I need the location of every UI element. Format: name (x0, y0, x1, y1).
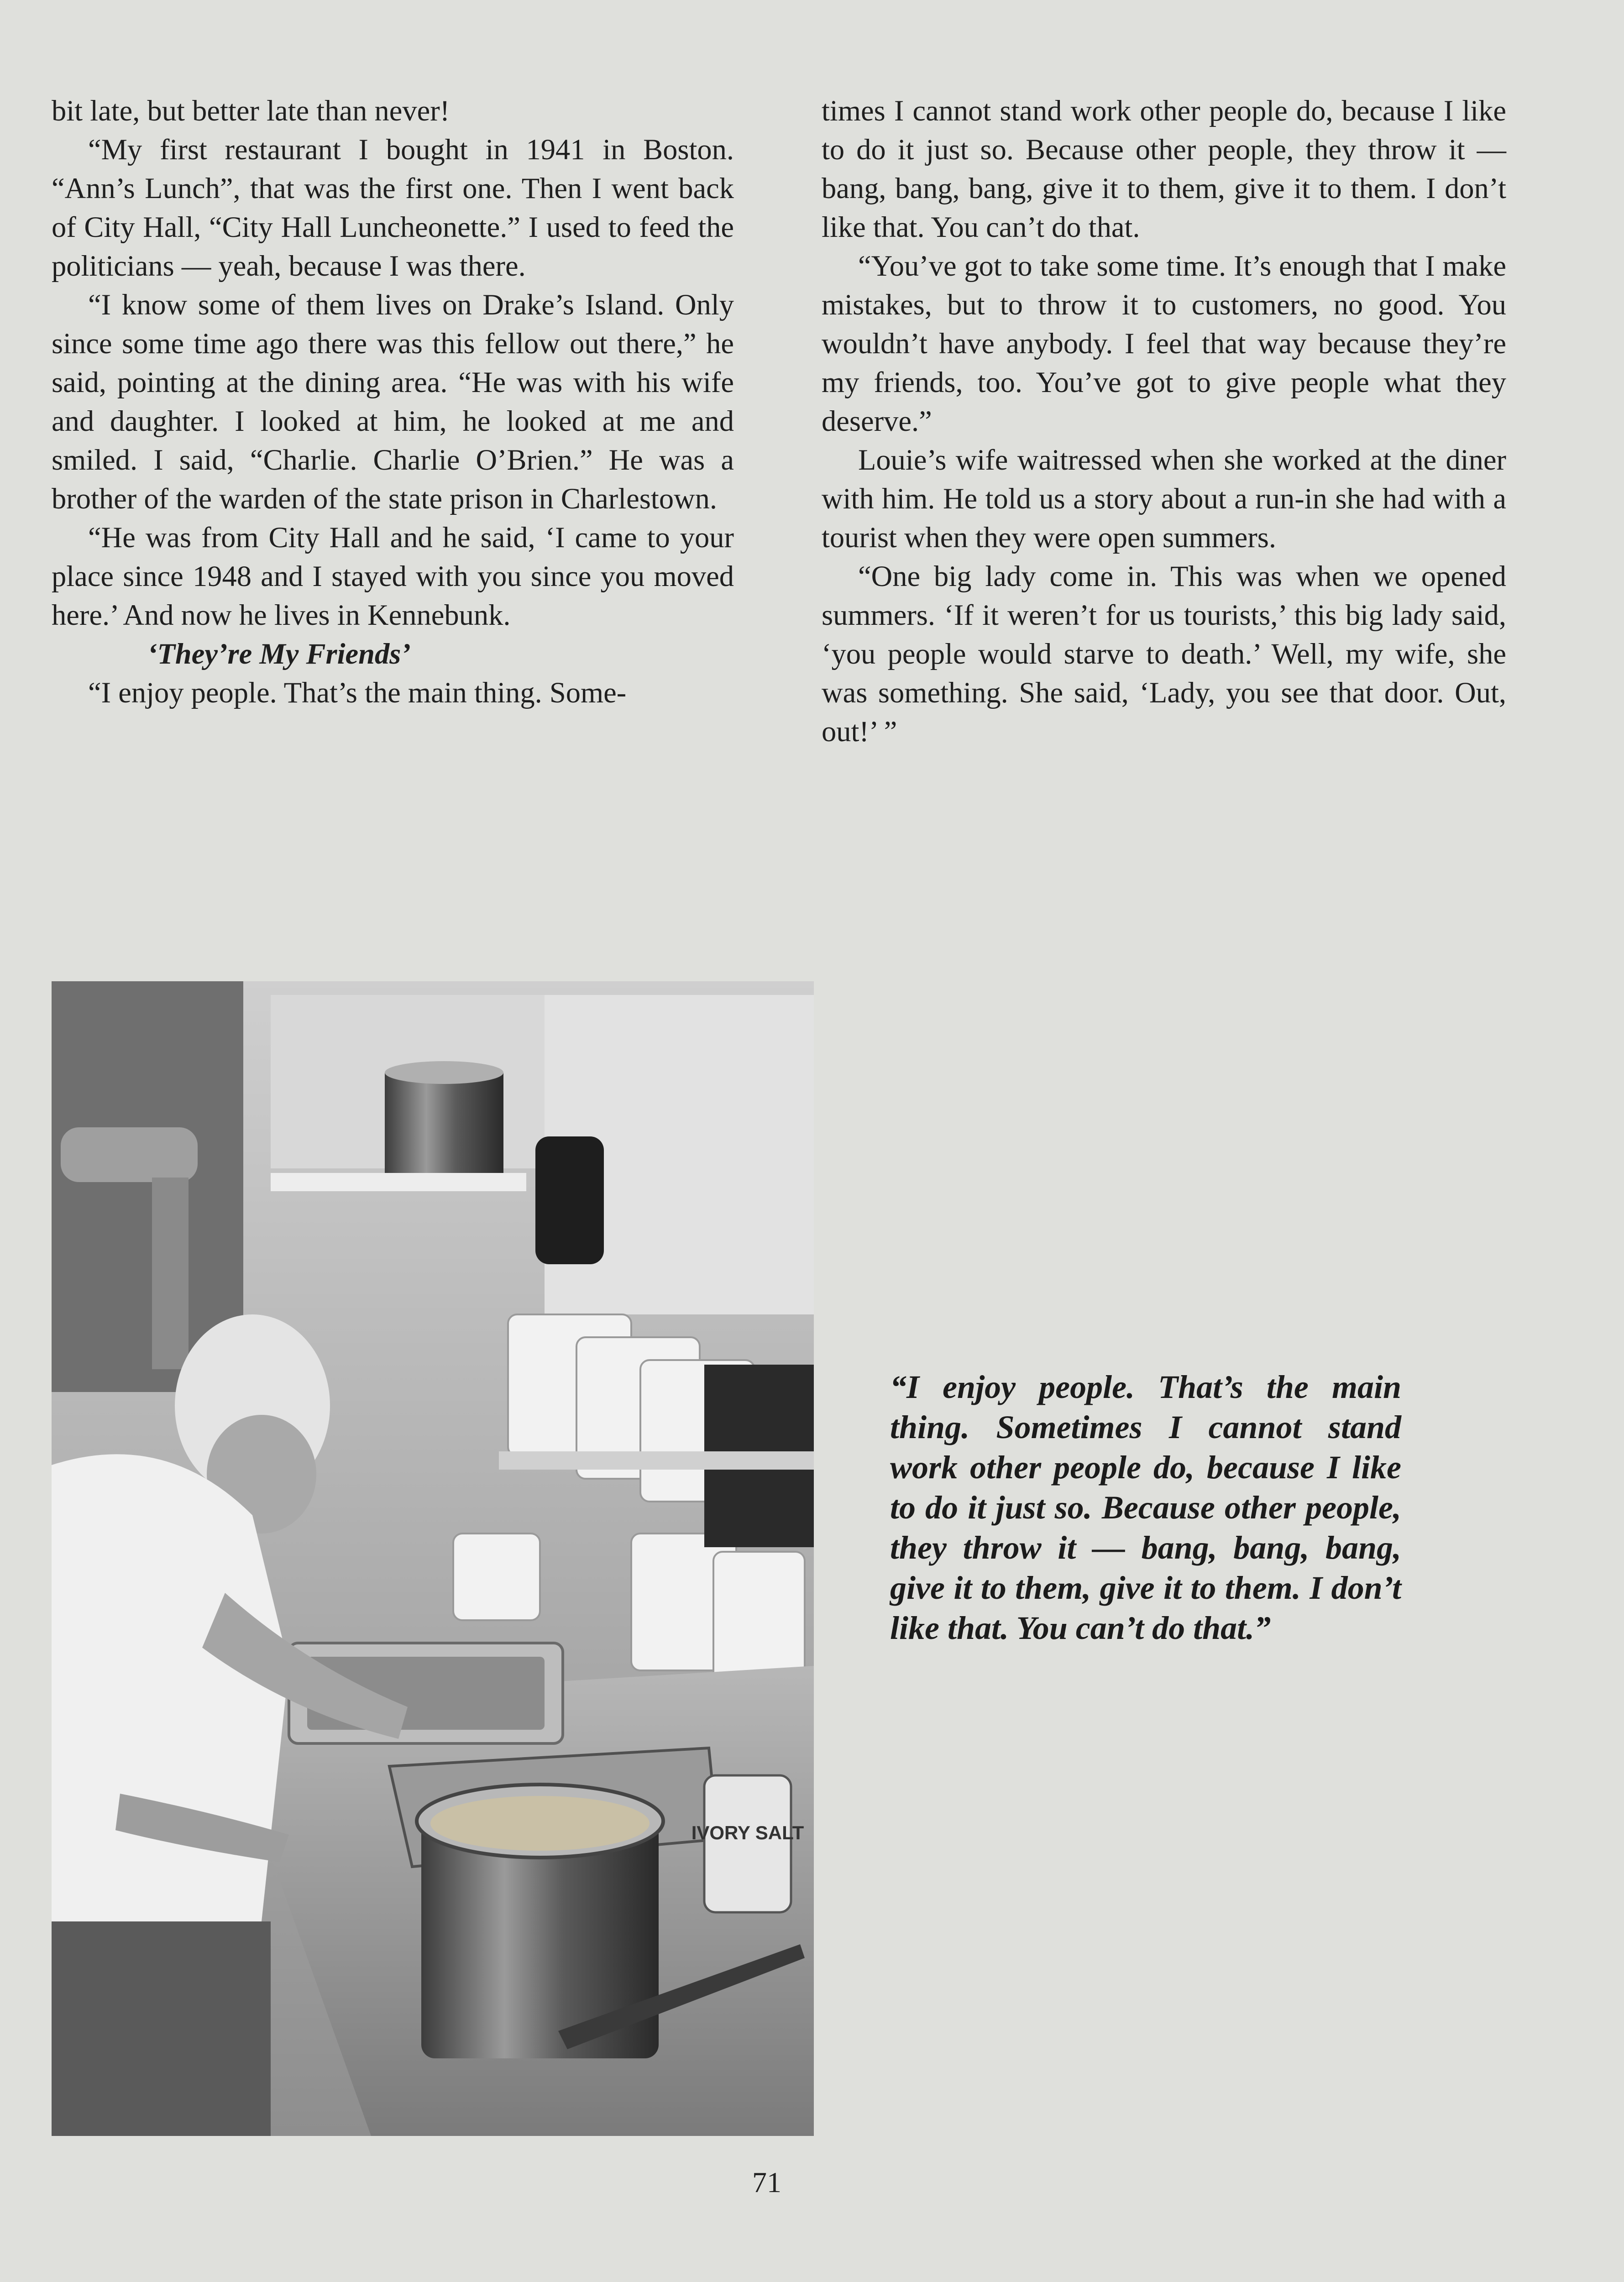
paragraph: “One big lady come in. This was when we opened summers. ‘If it weren’t for us tourists,’ this big lady said, ‘you people would starve to death.’ Well, my wife, she was something. She said, ‘Lady, you see that door. Out, out!’ ” (822, 560, 1506, 748)
kitchen-photo (52, 981, 814, 2136)
paragraph: “I know some of them lives on Drake’s Island. Only since some time ago there was this fellow out there,” he said, pointing at the dining area. “He was with his wife and daughter. I looked at him, he looked at me and smiled. I said, “Charlie. Charlie O’Brien.” He was a brother of the warden of the state prison in Charlestown. (52, 288, 734, 515)
pull-quote: “I enjoy people. That’s the main thing. Sometimes I cannot stand work other people do, because I like to do it just so. Because other people, they throw it — bang, bang, bang, give it to them, give it to them. I don’t like that. You can’t do that.” (890, 1369, 1401, 1646)
paragraph: “My first restaurant I bought in 1941 in Boston. “Ann’s Lunch”, that was the first one. Then I went back of City Hall, “City Hall Luncheonette.” I used to feed the politicians — yeah, because I was there. (52, 133, 734, 282)
paragraph: bit late, but better late than never! (52, 94, 450, 127)
left-text-column (52, 91, 734, 712)
right-text-column (822, 91, 1506, 751)
paragraph: “I enjoy people. That’s the main thing. Some- (88, 676, 627, 709)
paragraph: times I cannot stand work other people do, because I like to do it just so. Because other people, they throw it — bang, bang, bang, give it to them, give it to them. I don’t like that. You can’t do that. (822, 94, 1506, 243)
paragraph: “He was from City Hall and he said, ‘I came to your place since 1948 and I stayed with you since you moved here.’ And now he lives in Kennebunk. (52, 521, 734, 631)
paragraph: Louie’s wife waitressed when she worked at the diner with him. He told us a story about a run-in she had with a tourist when they were open summers. (822, 444, 1506, 554)
ivory-salt-label: IVORY SALT (691, 1822, 804, 1843)
section-subhead: ‘They’re My Friends’ (147, 638, 411, 670)
page-number: 71 (752, 2166, 781, 2198)
kitchen-photo-illustration (52, 981, 814, 2136)
paragraph: “You’ve got to take some time. It’s enough that I make mistakes, but to throw it to customers, no good. You wouldn’t have anybody. I feel that way because they’re my friends, too. You’ve got to give people what they deserve.” (822, 250, 1506, 437)
